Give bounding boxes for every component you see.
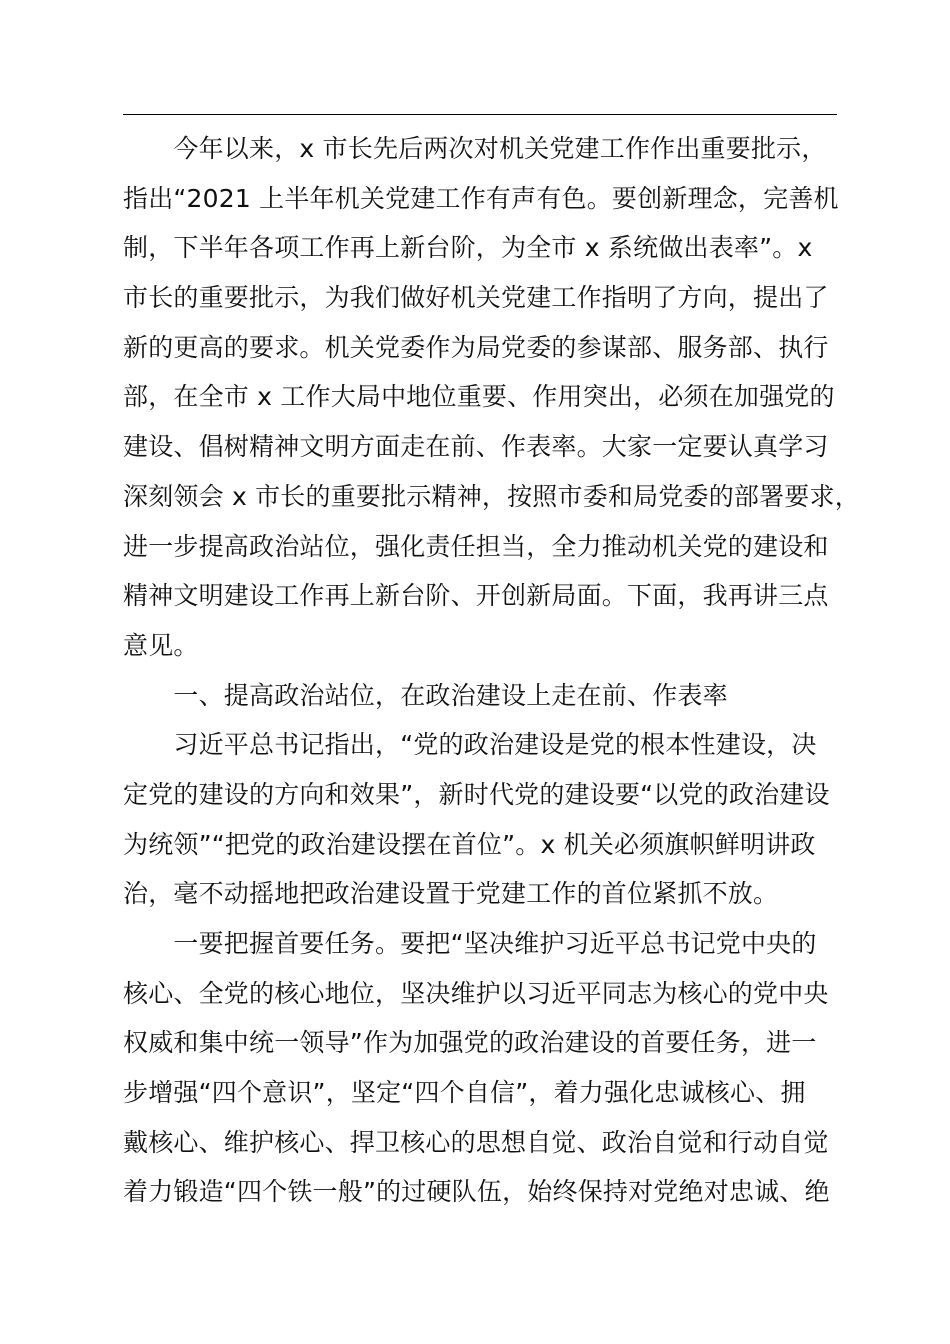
text-line: 习近平总书记指出，“党的政治建设是党的根本性建设，决 [123,730,817,760]
text-line: 新的更高的要求。机关党委作为局党委的参谋部、服务部、执行 [123,332,829,362]
text-line: 定党的建设的方向和效果”，新时代党的建设要“以党的政治建设 [123,779,830,809]
text-line: 进一步提高政治站位，强化责任担当，全力推动机关党的建设和 [123,531,829,561]
text-line: 建设、倡树精神文明方面走在前、作表率。大家一定要认真学习 [123,432,829,462]
header-rule [123,114,837,115]
text-line: 意见。 [123,630,199,660]
body-text [123,124,860,1217]
text-line: 权威和集中统一领导”作为加强党的政治建设的首要任务，进一 [123,1028,817,1058]
text-line: 一要把握首要任务。要把“坚决维护习近平总书记党中央的 [123,929,817,958]
text-line: 核心、全党的核心地位，坚决维护以习近平同志为核心的党中央 [123,978,829,1008]
text-line: 市长的重要批示，为我们做好机关党建工作指明了方向，提出了 [123,283,829,313]
text-line: 指出“2021 上半年机关党建工作有声有色。要创新理念，完善机 [123,183,839,213]
section-heading: 一、提高政治站位，在政治建设上走在前、作表率 [123,680,728,710]
text-line: 深刻领会 x 市长的重要批示精神，按照市委和局党委的部署要求， [123,481,860,511]
text-line: 为统领”“把党的政治建设摆在首位”。x 机关必须旗帜鲜明讲政 [123,829,816,859]
text-line: 今年以来，x 市长先后两次对机关党建工作作出重要批示， [123,134,827,163]
text-line: 精神文明建设工作再上新台阶、开创新局面。下面，我再讲三点 [123,581,829,611]
text-line: 制，下半年各项工作再上新台阶，为全市 x 系统做出表率”。x [123,233,813,263]
text-line: 治，毫不动摇地把政治建设置于党建工作的首位紧抓不放。 [123,879,779,909]
text-line: 步增强“四个意识”，坚定“四个自信”，着力强化忠诚核心、拥 [123,1078,806,1108]
text-line: 部，在全市 x 工作大局中地位重要、作用突出，必须在加强党的 [123,382,835,412]
text-line: 着力锻造“四个铁一般”的过硬队伍，始终保持对党绝对忠诚、绝 [123,1177,830,1207]
text-line: 戴核心、维护核心、捍卫核心的思想自觉、政治自觉和行动自觉 [123,1127,829,1157]
